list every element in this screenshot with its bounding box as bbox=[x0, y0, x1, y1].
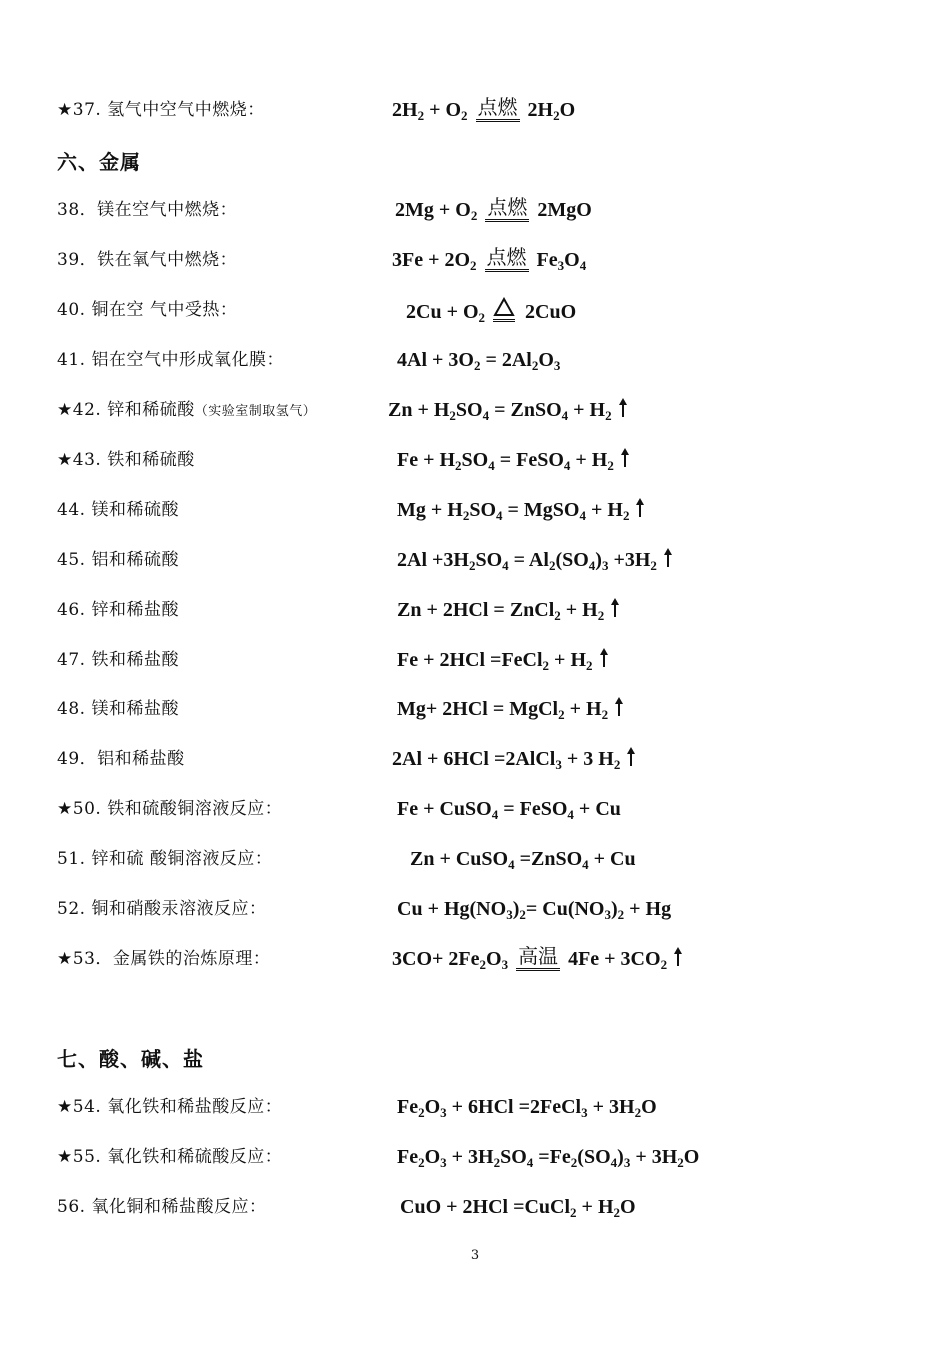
reaction-label: 45. 铝和稀硫酸 bbox=[57, 550, 179, 570]
equation-row-46 bbox=[0, 593, 950, 627]
gas-arrow-up-icon bbox=[626, 747, 636, 767]
chemical-equation: Mg+ 2HCl = MgCl$_2$ + $H_2$ bbox=[397, 692, 624, 726]
equation-row-56 bbox=[0, 1190, 950, 1224]
chemical-equation: Fe + CuSO$_4$ = FeSO$_4$ + Cu bbox=[397, 798, 621, 822]
gas-arrow-up-icon bbox=[620, 448, 630, 468]
equation-row-44 bbox=[0, 493, 950, 527]
reaction-label: ★54. 氧化铁和稀盐酸反应： bbox=[57, 1097, 283, 1117]
reaction-label: 49．铝和稀盐酸 bbox=[57, 749, 185, 769]
equation-row-41 bbox=[0, 343, 950, 377]
chemical-equation: $2H_2 + O_2$ 点燃 $2H_2O$ bbox=[392, 95, 576, 123]
equation-row-40 bbox=[0, 293, 950, 327]
reaction-condition: 点燃 bbox=[485, 245, 529, 272]
section-heading-acid-base-salt: 七、酸、碱、盐 bbox=[57, 1047, 204, 1071]
reaction-label: 47. 铁和稀盐酸 bbox=[57, 650, 179, 670]
reaction-label: 52. 铜和硝酸汞溶液反应： bbox=[57, 899, 267, 919]
gas-arrow-up-icon bbox=[673, 947, 683, 967]
equation-row-38 bbox=[0, 193, 950, 227]
star-icon: ★ bbox=[57, 400, 73, 420]
equation-row-49 bbox=[0, 742, 950, 776]
chemical-equation: $2Mg + O_2$ 点燃 2MgO bbox=[395, 195, 592, 223]
star-icon: ★ bbox=[57, 100, 73, 120]
reaction-label: 41. 铝在空气中形成氧化膜： bbox=[57, 350, 284, 370]
reaction-condition: 点燃 bbox=[485, 195, 529, 222]
equation-row-42 bbox=[0, 393, 950, 427]
equation-row-47 bbox=[0, 643, 950, 677]
section-heading-metal: 六、金属 bbox=[57, 150, 141, 174]
reaction-label: ★53．金属铁的治炼原理： bbox=[57, 949, 271, 969]
equation-row-45 bbox=[0, 543, 950, 577]
gas-arrow-up-icon bbox=[599, 648, 609, 668]
chemical-equation: $3CO+ 2Fe_2O_3$ 高温 $4Fe + 3CO_2$ bbox=[392, 942, 683, 976]
reaction-label: 44. 镁和稀硫酸 bbox=[57, 500, 179, 520]
reaction-label: 39．铁在氧气中燃烧： bbox=[57, 250, 238, 270]
gas-arrow-up-icon bbox=[610, 598, 620, 618]
chemical-equation: Fe + 2HCl =FeCl$_2$ + $H_2$ bbox=[397, 643, 609, 677]
reaction-label: ★55. 氧化铁和稀硫酸反应： bbox=[57, 1147, 283, 1167]
star-icon: ★ bbox=[57, 1147, 73, 1167]
page-number: 3 bbox=[470, 1248, 480, 1263]
chemical-equation: $Fe + H_2SO_4$ = FeSO$_4$ + $H_2$ bbox=[397, 443, 630, 477]
chemical-equation: Zn + 2HCl = ZnCl$_2$ + $H_2$ bbox=[397, 593, 620, 627]
gas-arrow-up-icon bbox=[618, 398, 628, 418]
chemical-equation: $3Fe + 2O_2$ 点燃 $Fe_3O_4$ bbox=[392, 245, 587, 273]
reaction-label: ★42. 锌和稀硫酸（实验室制取氢气） bbox=[57, 400, 317, 420]
equation-row-53 bbox=[0, 942, 950, 976]
chemical-equation: Zn + CuSO$_4$ =ZnSO$_4$ + Cu bbox=[410, 848, 636, 872]
reaction-label: 48. 镁和稀盐酸 bbox=[57, 699, 179, 719]
chemical-equation: $Zn + H_2SO_4$ = ZnSO$_4$ + $H_2$ bbox=[388, 393, 628, 427]
equation-row-43 bbox=[0, 443, 950, 477]
reaction-label: 51. 锌和硫 酸铜溶液反应： bbox=[57, 849, 273, 869]
star-icon: ★ bbox=[57, 450, 73, 470]
gas-arrow-up-icon bbox=[663, 548, 673, 568]
chemical-equation: $Fe_2O_3 + 6HCl$ =2FeCl$_3$ + $3H_2O$ bbox=[397, 1096, 657, 1120]
reaction-label: 56. 氧化铜和稀盐酸反应： bbox=[57, 1197, 267, 1217]
reaction-label: 46. 锌和稀盐酸 bbox=[57, 600, 179, 620]
reaction-label: 38．镁在空气中燃烧： bbox=[57, 200, 238, 220]
equation-row-54 bbox=[0, 1090, 950, 1124]
chemical-equation: $2Cu + O_2$ 2CuO bbox=[406, 293, 576, 327]
chemical-equation: $4Al + 3O_2 = 2Al_2O_3$ bbox=[397, 349, 561, 373]
gas-arrow-up-icon bbox=[635, 498, 645, 518]
equation-row-51 bbox=[0, 842, 950, 876]
heating-triangle-icon bbox=[493, 297, 515, 322]
chemical-equation: CuO + 2HCl =CuCl$_2$ + $H_2O$ bbox=[400, 1196, 636, 1220]
reaction-label: ★43. 铁和稀硫酸 bbox=[57, 450, 195, 470]
equation-row-50 bbox=[0, 792, 950, 826]
equation-row-52 bbox=[0, 892, 950, 926]
equation-row-48 bbox=[0, 692, 950, 726]
reaction-label: ★50. 铁和硫酸铜溶液反应： bbox=[57, 799, 283, 819]
reaction-condition: 高温 bbox=[516, 944, 560, 971]
gas-arrow-up-icon bbox=[614, 697, 624, 717]
star-icon: ★ bbox=[57, 1097, 73, 1117]
star-icon: ★ bbox=[57, 949, 73, 969]
chemical-equation: $Cu + Hg(NO_3)_2= Cu(NO_3)_2 + Hg$ bbox=[397, 898, 672, 922]
chemical-equation: $Fe_2O_3 + 3H_2SO_4 =Fe_2(SO_4)_3 + 3H_2O$ bbox=[397, 1146, 700, 1170]
reaction-condition: 点燃 bbox=[476, 95, 520, 122]
equation-row-39 bbox=[0, 243, 950, 277]
equation-row-37 bbox=[0, 93, 950, 127]
chemical-equation: 2Al + 6HCl =2AlCl$_3$ + 3 $H_2$ bbox=[392, 742, 636, 776]
chemical-equation: $2Al +3H_2SO_4 = Al_2(SO_4)_3 +3H_2$ bbox=[397, 543, 673, 577]
star-icon: ★ bbox=[57, 799, 73, 819]
reaction-label: ★37. 氢气中空气中燃烧： bbox=[57, 100, 265, 120]
reaction-label: 40. 铜在空 气中受热： bbox=[57, 300, 238, 320]
chemical-equation: $Mg + H_2SO_4$ = MgSO$_4$ + $H_2$ bbox=[397, 493, 645, 527]
reaction-note: （实验室制取氢气） bbox=[194, 404, 317, 419]
equation-row-55 bbox=[0, 1140, 950, 1174]
